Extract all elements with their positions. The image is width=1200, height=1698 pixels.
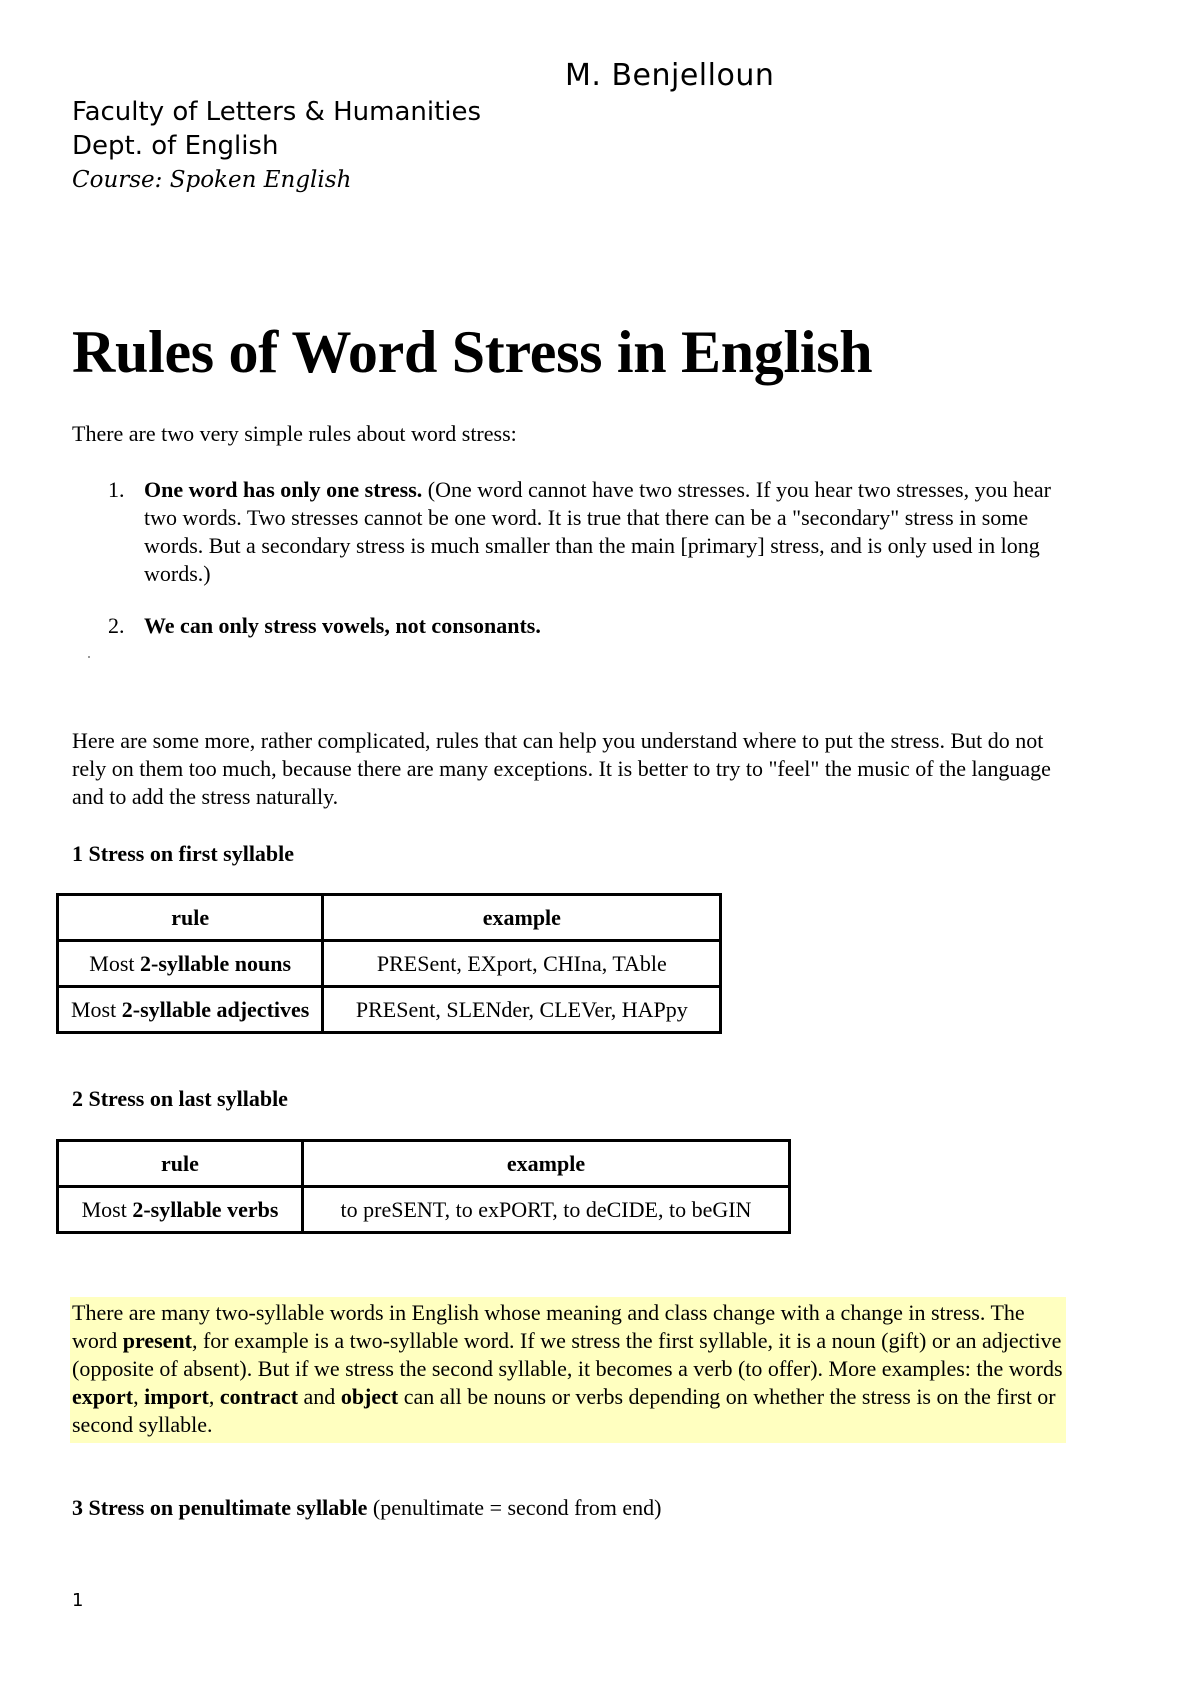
rule-cell-prefix: Most bbox=[71, 996, 122, 1022]
rule-cell-prefix: Most bbox=[81, 1196, 133, 1222]
rule-number: 2. bbox=[108, 613, 125, 638]
note-text: and bbox=[298, 1384, 341, 1409]
rule-item-2 bbox=[72, 612, 1072, 640]
first-syllable-table bbox=[56, 893, 722, 1034]
example-cell: PRESent, SLENder, CLEVer, HAPpy bbox=[323, 987, 721, 1033]
column-header-rule: rule bbox=[58, 895, 323, 941]
department-name: Dept. of English bbox=[72, 131, 279, 161]
note-text: can all be nouns or verbs depending on whether the stress is on the first or second syllable. bbox=[72, 1384, 1056, 1437]
column-header-example: example bbox=[303, 1141, 790, 1187]
note-bold-word: present bbox=[122, 1328, 192, 1353]
rule-cell-bold: 2-syllable verbs bbox=[132, 1196, 279, 1222]
last-syllable-table bbox=[56, 1139, 791, 1234]
affiliation-block bbox=[72, 95, 481, 197]
rule-bold-text: We can only stress vowels, not consonants. bbox=[144, 613, 541, 638]
note-text: , for example is a two-syllable word. If we stress the first syllable, it is a noun (gift) or an adjective (opposite of absent). But if we stress the second syllable, it becomes a verb (to offer). More examples: the words bbox=[72, 1328, 1063, 1381]
rule-item-1 bbox=[72, 476, 1072, 588]
table-header-row bbox=[58, 1141, 790, 1187]
course-name: Course: Spoken English bbox=[72, 167, 352, 193]
note-bold-word: import bbox=[144, 1384, 209, 1409]
highlighted-note bbox=[70, 1297, 1066, 1443]
rule-bold-text: One word has only one stress. bbox=[144, 477, 423, 502]
note-bold-word: object bbox=[340, 1384, 399, 1409]
table-header-row bbox=[58, 895, 721, 941]
note-text: , bbox=[208, 1384, 220, 1409]
section-heading-last-syllable: 2 Stress on last syllable bbox=[72, 1086, 288, 1111]
rule-text: (One word cannot have two stresses. If you hear two stresses, you hear two words. Two stresses cannot be one word. It is true that there can be a "secondary" stress in some words. But a secondary stress is much smaller than the main [primary] stress, and is only used in long words.) bbox=[144, 477, 1051, 586]
rule-number: 1. bbox=[108, 477, 125, 502]
rule-cell-prefix: Most bbox=[89, 950, 141, 976]
table-row bbox=[58, 987, 721, 1033]
rules-list bbox=[72, 476, 1072, 640]
example-cell: to preSENT, to exPORT, to deCIDE, to beGIN bbox=[303, 1187, 790, 1233]
explanation-paragraph: Here are some more, rather complicated, rules that can help you understand where to put the stress. But do not rely on them too much, because there are many exceptions. It is better to try to "feel" the music of the language and to add the stress naturally. bbox=[72, 728, 1051, 809]
rule-cell bbox=[58, 987, 323, 1033]
column-header-rule: rule bbox=[58, 1141, 303, 1187]
intro-text: There are two very simple rules about word stress: bbox=[72, 421, 517, 446]
note-bold-word: export bbox=[72, 1384, 134, 1409]
faculty-name: Faculty of Letters & Humanities bbox=[72, 97, 482, 127]
rule-cell bbox=[58, 1187, 303, 1233]
author-name: M. Benjelloun bbox=[565, 58, 775, 93]
note-bold-word: contract bbox=[219, 1384, 299, 1409]
section-heading-first-syllable: 1 Stress on first syllable bbox=[72, 841, 295, 866]
rule-cell-bold: 2-syllable adjectives bbox=[121, 996, 310, 1022]
rule-cell-bold: 2-syllable nouns bbox=[140, 950, 292, 976]
table-row bbox=[58, 941, 721, 987]
note-text: There are many two-syllable words in English whose meaning and class change with a change in stress. The word bbox=[72, 1300, 1025, 1353]
rule-cell bbox=[58, 941, 323, 987]
note-text: , bbox=[133, 1384, 145, 1409]
example-cell: PRESent, EXport, CHIna, TAble bbox=[323, 941, 721, 987]
column-header-example: example bbox=[323, 895, 721, 941]
section-heading-bold: 3 Stress on penultimate syllable bbox=[72, 1495, 368, 1520]
page-number: 1 bbox=[72, 1590, 84, 1611]
section-heading-note: (penultimate = second from end) bbox=[367, 1495, 662, 1520]
stray-dot bbox=[88, 656, 90, 658]
document-title: Rules of Word Stress in English bbox=[72, 319, 873, 385]
section-heading-penultimate-syllable bbox=[72, 1494, 661, 1522]
table-row bbox=[58, 1187, 790, 1233]
